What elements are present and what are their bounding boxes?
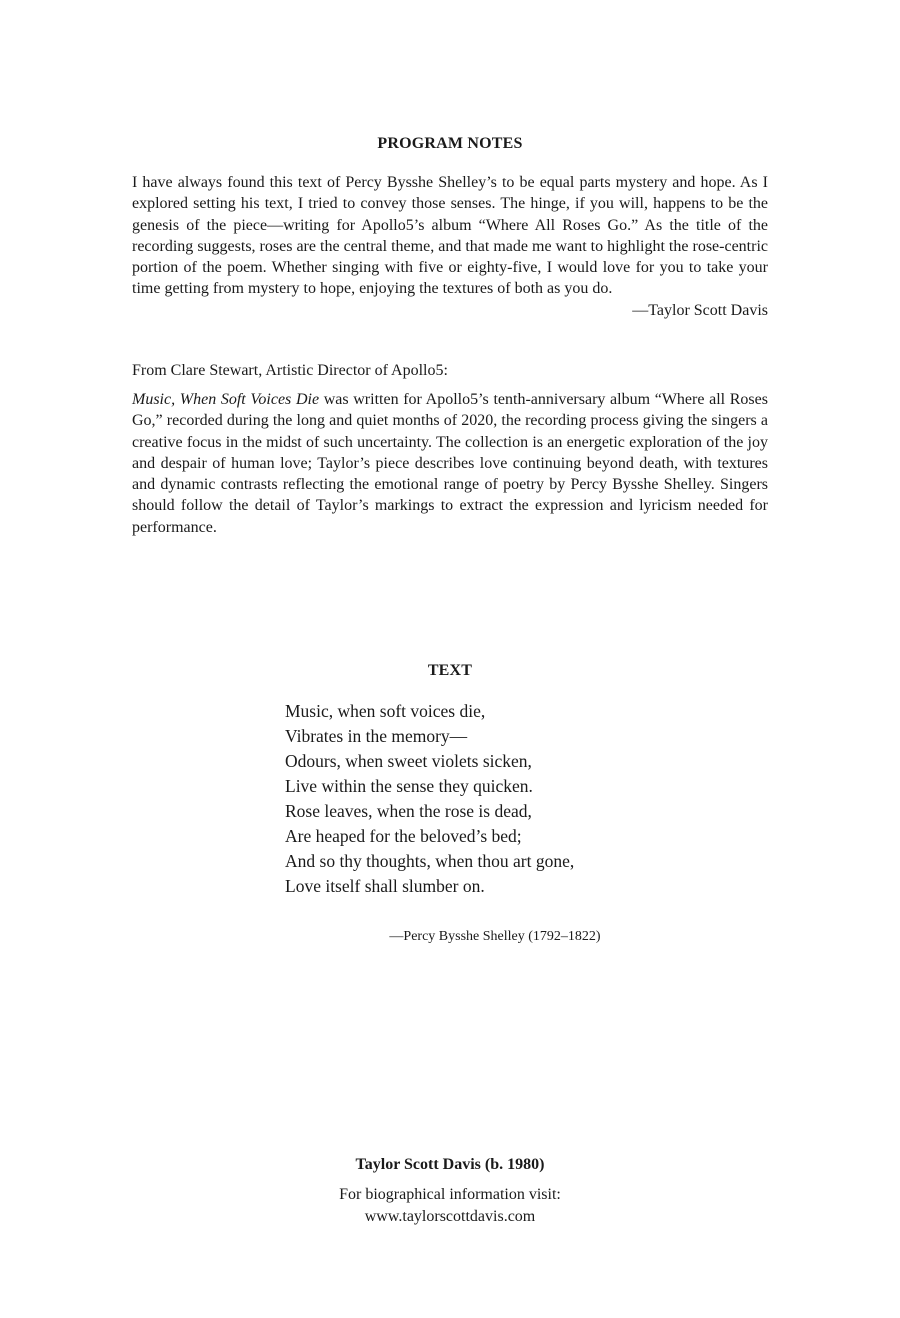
poem-line: Rose leaves, when the rose is dead, [285, 801, 532, 821]
poem-line: Love itself shall slumber on. [285, 876, 485, 896]
poem-line: Are heaped for the beloved’s bed; [285, 826, 522, 846]
program-notes-body [132, 172, 768, 321]
composer-website: www.taylorscottdavis.com [364, 1208, 536, 1225]
composer-note-paragraph: I have always found this text of Percy Bysshe Shelley’s to be equal parts mystery and hope. As I explored setting his text, I tried to convey those senses. The hinge, if you will, happens to be the genesis of the piece—writing for Apollo5’s album “Where All Roses Go.” As the title of the recording suggests, roses are the central theme, and that made me want to highlight the rose-centric portion of the poem. Whether singing with five or eighty-five, I would love for you to take your time getting from mystery to hope, enjoying the textures of both as you do. [132, 174, 768, 298]
director-from-line: From Clare Stewart, Artistic Director of Apollo5: [132, 362, 448, 379]
poem [285, 699, 685, 899]
director-note [132, 389, 768, 538]
poem-line: And so thy thoughts, when thou art gone, [285, 851, 575, 871]
piece-title-italic: Music, When Soft Voices Die [132, 391, 320, 408]
composer-signature: —Taylor Scott Davis [632, 301, 768, 319]
director-note-text: was written for Apollo5’s tenth-anniversary album “Where all Roses Go,” recorded during the long and quiet months of 2020, the recording process giving the singers a creative focus in the midst of such uncertainty. The collection is an energetic exploration of the joy and despair of human love; Taylor’s piece describes love continuing beyond death, with textures and dynamic contrasts reflecting the emotional range of poetry by Percy Bysshe Shelley. Singers should follow the detail of Taylor’s markings to extract the expression and lyricism needed for performance. [132, 391, 768, 536]
poem-line: Live within the sense they quicken. [285, 776, 533, 796]
program-notes-heading: PROGRAM NOTES [377, 135, 523, 152]
bio-info-line: For biographical information visit: [339, 1186, 561, 1203]
text-heading: TEXT [427, 662, 473, 679]
poem-attribution: —Percy Bysshe Shelley (1792–1822) [389, 929, 601, 944]
poem-line: Music, when soft voices die, [285, 701, 486, 721]
composer-name: Taylor Scott Davis (b. 1980) [355, 1156, 545, 1173]
poem-line: Odours, when sweet violets sicken, [285, 751, 532, 771]
poem-line: Vibrates in the memory— [285, 726, 468, 746]
director-note-paragraph [132, 389, 768, 538]
